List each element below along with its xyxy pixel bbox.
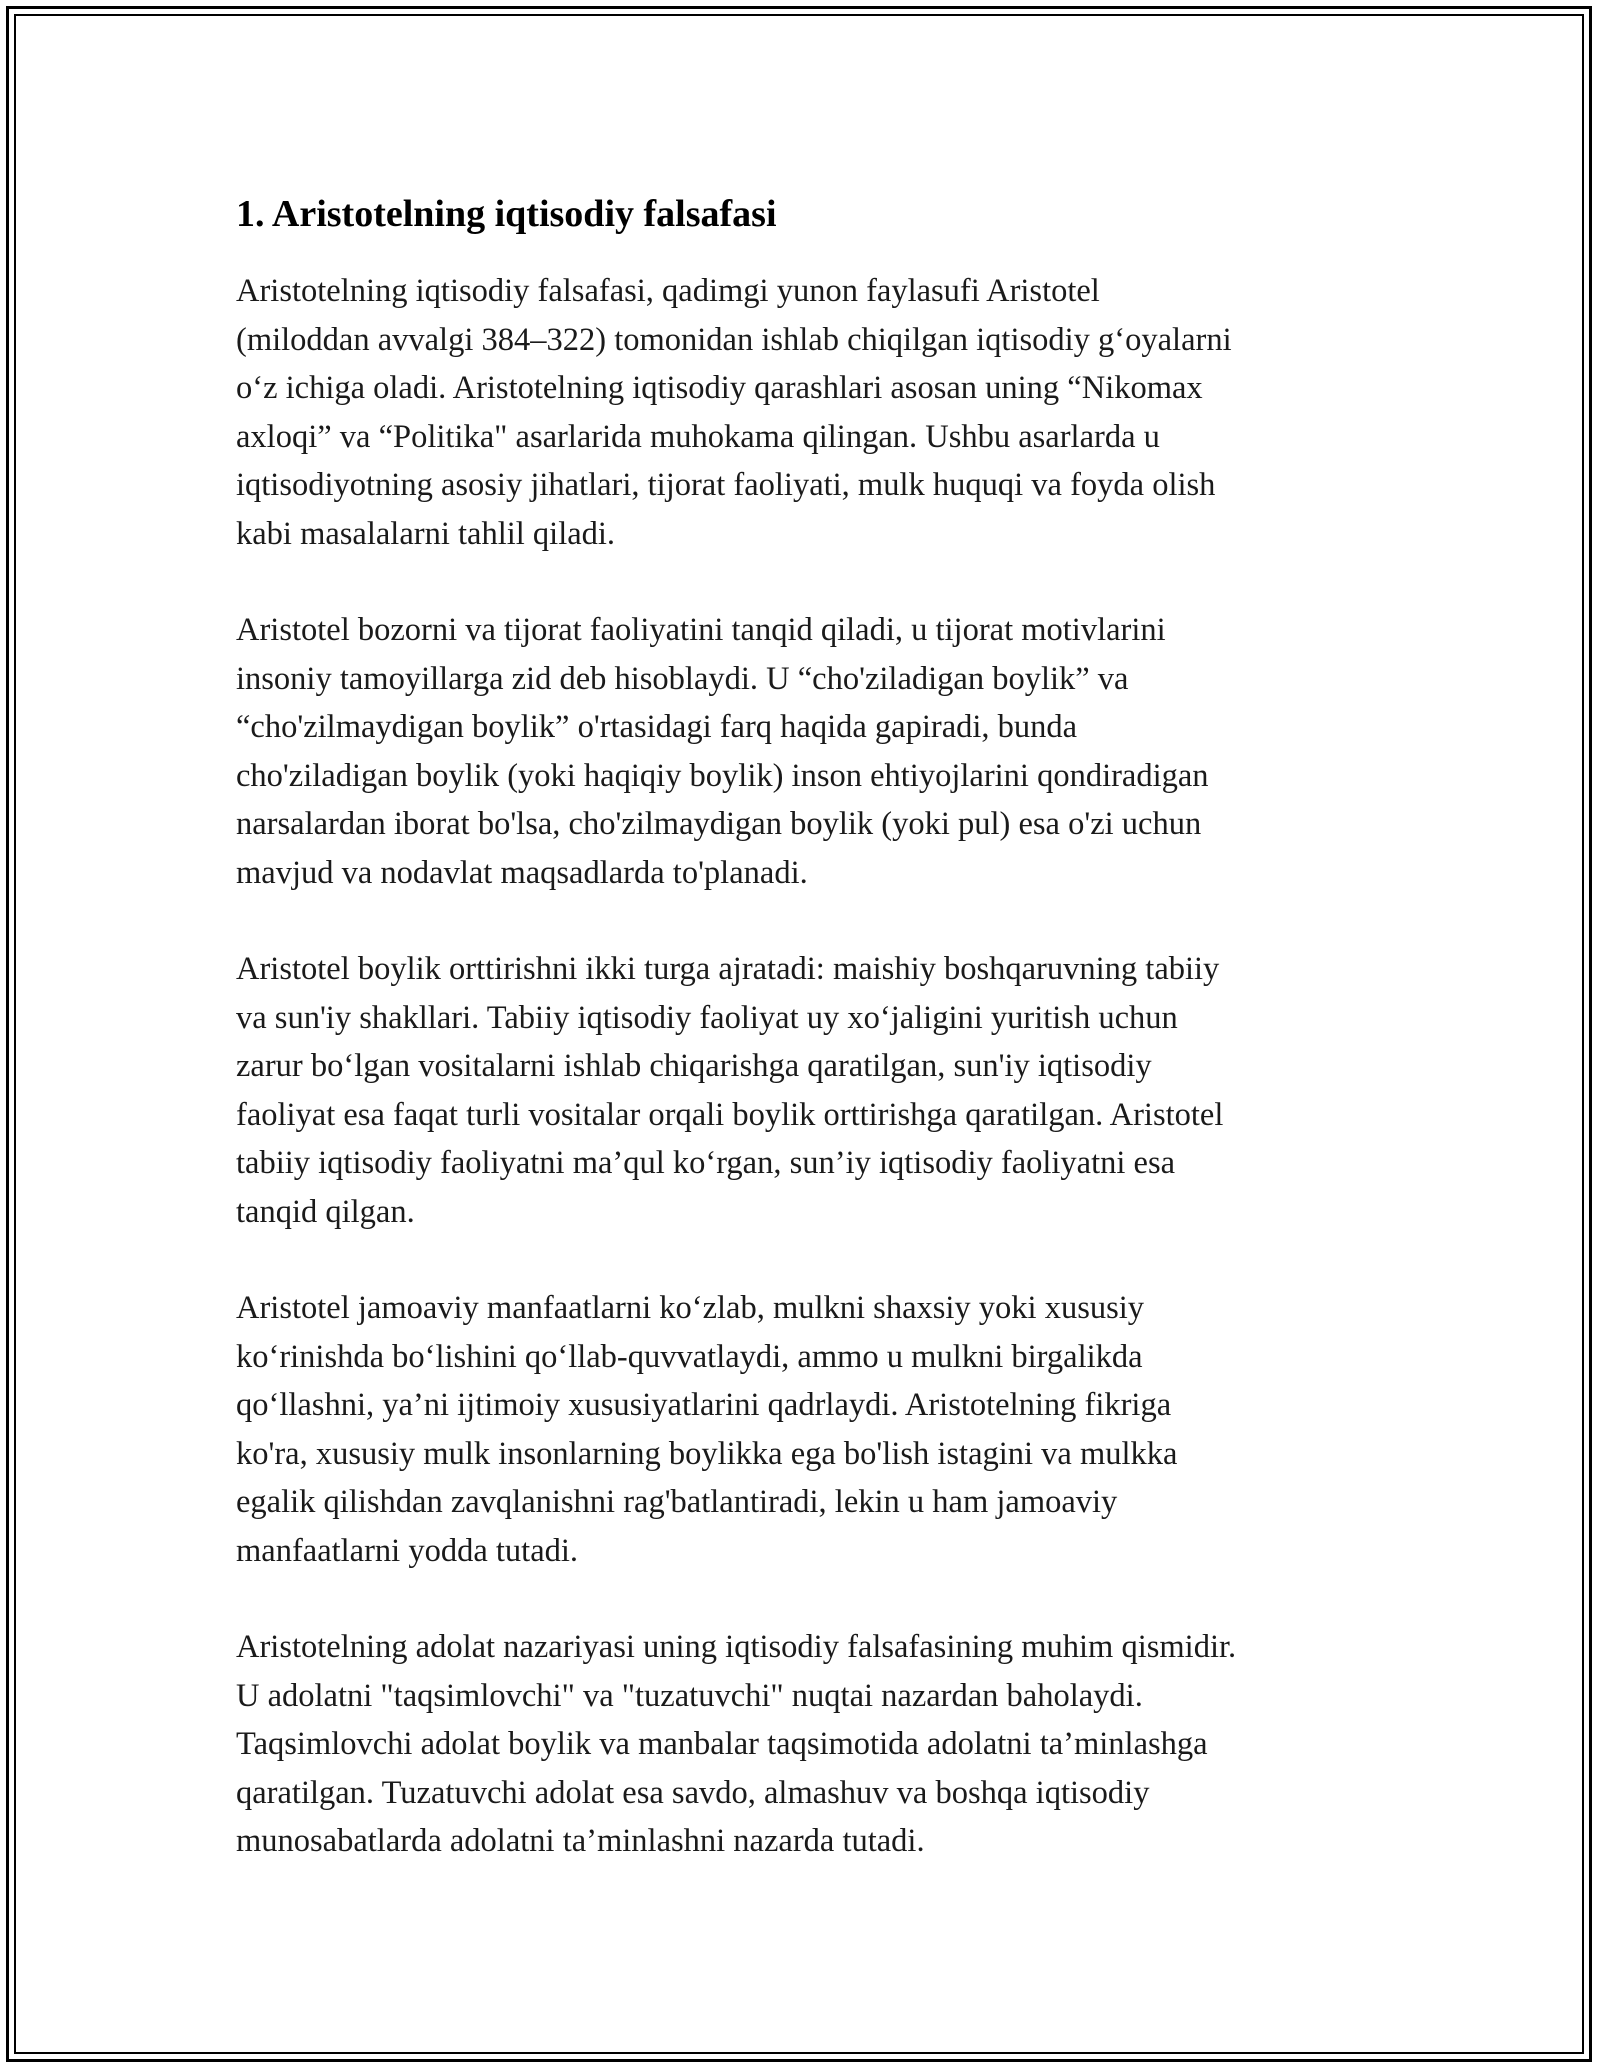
text-line: tanqid qilgan.: [236, 1193, 415, 1230]
text-line: qoʻllashni, ya’ni ijtimoiy xususiyatlarini qadrlaydi. Aristotelning fikriga: [236, 1387, 1172, 1423]
text-line: oʻz ichiga oladi. Aristotelning iqtisodiy qarashlari asosan uning “Nikomax: [236, 370, 1203, 406]
text-line: manfaatlarni yodda tutadi.: [236, 1532, 579, 1569]
text-line: narsalardan iborat bo'lsa, cho'zilmaydigan boylik (yoki pul) esa o'zi uchun: [236, 806, 1202, 842]
text-line: cho'ziladigan boylik (yoki haqiqiy boylik) inson ehtiyojlarini qondiradigan: [236, 757, 1209, 794]
text-line: egalik qilishdan zavqlanishni rag'batlantiradi, lekin u ham jamoaviy: [236, 1484, 1118, 1520]
paragraph: [236, 1623, 1396, 1866]
document-title: 1. Aristotelning iqtisodiy falsafasi: [236, 193, 777, 235]
text-line: faoliyat esa faqat turli vositalar orqali boylik orttirishga qaratilgan. Aristotel: [236, 1096, 1224, 1133]
text-line: Aristotelning iqtisodiy falsafasi, qadimgi yunon faylasufi Aristotel: [236, 273, 1100, 309]
paragraph: [236, 945, 1396, 1236]
text-line: kabi masalalarni tahlil qiladi.: [236, 515, 616, 552]
text-line: munosabatlarda adolatni ta’minlashni nazarda tutadi.: [236, 1823, 925, 1859]
paragraph-list: [236, 267, 1396, 1866]
text-line: Aristotel boylik orttirishni ikki turga ajratadi: maishiy boshqaruvning tabiiy: [236, 951, 1220, 987]
text-line: (miloddan avvalgi 384–322) tomonidan ishlab chiqilgan iqtisodiy gʻoyalarni: [236, 321, 1232, 358]
text-line: axloqi” va “Politika" asarlarida muhokama qilingan. Ushbu asarlarda u: [236, 418, 1160, 455]
document-body: [236, 188, 1396, 1914]
text-line: Aristotelning adolat nazariyasi uning iqtisodiy falsafasining muhim qismidir.: [236, 1629, 1237, 1665]
text-line: U adolatni "taqsimlovchi" va "tuzatuvchi" nuqtai nazardan baholaydi.: [236, 1677, 1143, 1714]
text-line: “cho'zilmaydigan boylik” o'rtasidagi farq haqida gapiradi, bunda: [236, 709, 1078, 745]
text-line: zarur boʻlgan vositalarni ishlab chiqarishga qaratilgan, sun'iy iqtisodiy: [236, 1048, 1152, 1084]
text-line: Taqsimlovchi adolat boylik va manbalar taqsimotida adolatni ta’minlashga: [236, 1726, 1208, 1762]
text-line: Aristotel jamoaviy manfaatlarni koʻzlab, mulkni shaxsiy yoki xususiy: [236, 1290, 1145, 1326]
text-line: va sun'iy shakllari. Tabiiy iqtisodiy faoliyat uy xoʻjaligini yuritish uchun: [236, 999, 1178, 1036]
text-line: Aristotel bozorni va tijorat faoliyatini tanqid qiladi, u tijorat motivlarini: [236, 612, 1166, 648]
paragraph: [236, 606, 1396, 897]
text-line: koʻrinishda boʻlishini qoʻllab-quvvatlaydi, ammo u mulkni birgalikda: [236, 1338, 1143, 1375]
text-line: ko'ra, xususiy mulk insonlarning boylikka ega bo'lish istagini va mulkka: [236, 1435, 1178, 1472]
text-line: insoniy tamoyillarga zid deb hisoblaydi. U “cho'ziladigan boylik” va: [236, 660, 1129, 697]
text-line: mavjud va nodavlat maqsadlarda to'planadi.: [236, 854, 808, 891]
paragraph: [236, 1284, 1396, 1575]
text-line: iqtisodiyotning asosiy jihatlari, tijorat faoliyati, mulk huquqi va foyda olish: [236, 467, 1216, 503]
paragraph: [236, 267, 1396, 558]
text-line: tabiiy iqtisodiy faoliyatni ma’qul koʻrgan, sun’iy iqtisodiy faoliyatni esa: [236, 1145, 1176, 1181]
text-line: qaratilgan. Tuzatuvchi adolat esa savdo, almashuv va boshqa iqtisodiy: [236, 1774, 1150, 1811]
